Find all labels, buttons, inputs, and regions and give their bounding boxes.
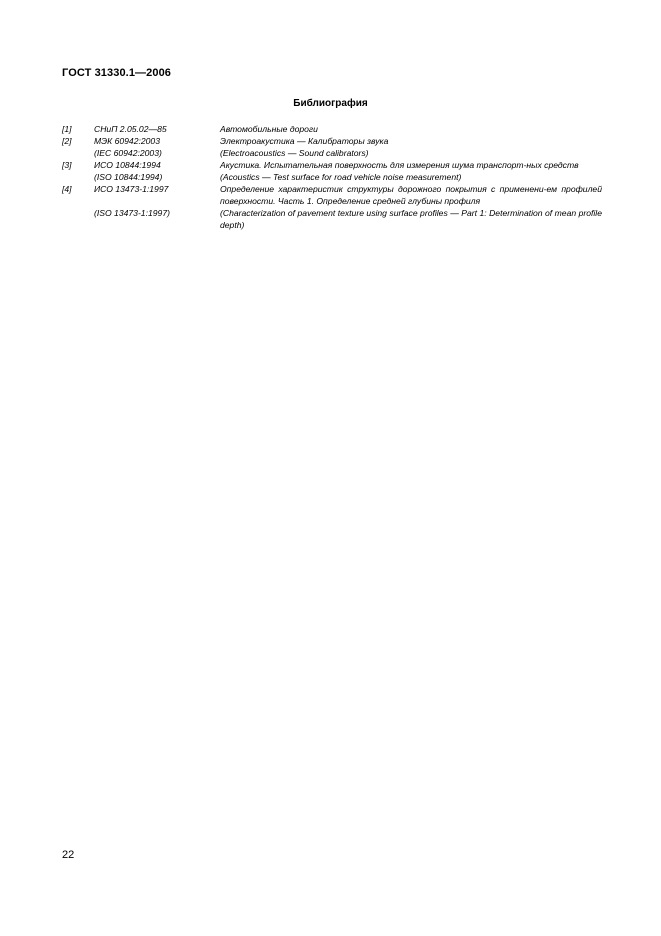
entry-title: Акустика. Испытательная поверхность для измерения шума транспорт-ных средств — [220, 160, 579, 170]
entry-number: [3] — [62, 160, 72, 170]
entry-title: Электроакустика — Калибраторы звука — [220, 136, 389, 146]
entry-number: [2] — [62, 136, 72, 146]
entry-code: ИСО 13473-1:1997 — [94, 184, 169, 194]
bibliography-entry — [62, 183, 602, 207]
entry-code: СНиП 2.05.02—85 — [94, 124, 167, 134]
entry-number: [1] — [62, 124, 72, 134]
bibliography-list — [62, 123, 602, 231]
entry-title: (Characterization of pavement texture using surface profiles — Part 1: Determination of mean profile depth) — [220, 208, 602, 230]
entry-title: (Electroacoustics — Sound calibrators) — [220, 148, 369, 158]
entry-title: Определение характеристик структуры дорожного покрытия с применени-ем профилей поверхности. Часть 1. Определение средней глубины профиля — [220, 184, 602, 206]
entry-code: (ISO 13473-1:1997) — [94, 208, 170, 218]
bibliography-entry — [62, 147, 602, 159]
page-number: 22 — [62, 849, 75, 861]
bibliography-entry — [62, 123, 602, 135]
bibliography-entry — [62, 135, 602, 147]
entry-title: (Acoustics — Test surface for road vehicle noise measurement) — [220, 172, 462, 182]
bibliography-entry — [62, 159, 602, 171]
bibliography-title: Библиография — [293, 98, 368, 109]
entry-code: МЭК 60942:2003 — [94, 136, 160, 146]
entry-number: [4] — [62, 184, 72, 194]
document-header: ГОСТ 31330.1—2006 — [62, 67, 172, 79]
bibliography-entry — [62, 171, 602, 183]
entry-code: (ISO 10844:1994) — [94, 172, 163, 182]
entry-code: (IEC 60942:2003) — [94, 148, 162, 158]
entry-code: ИСО 10844:1994 — [94, 160, 161, 170]
bibliography-entry — [62, 207, 602, 231]
entry-title: Автомобильные дороги — [220, 124, 318, 134]
